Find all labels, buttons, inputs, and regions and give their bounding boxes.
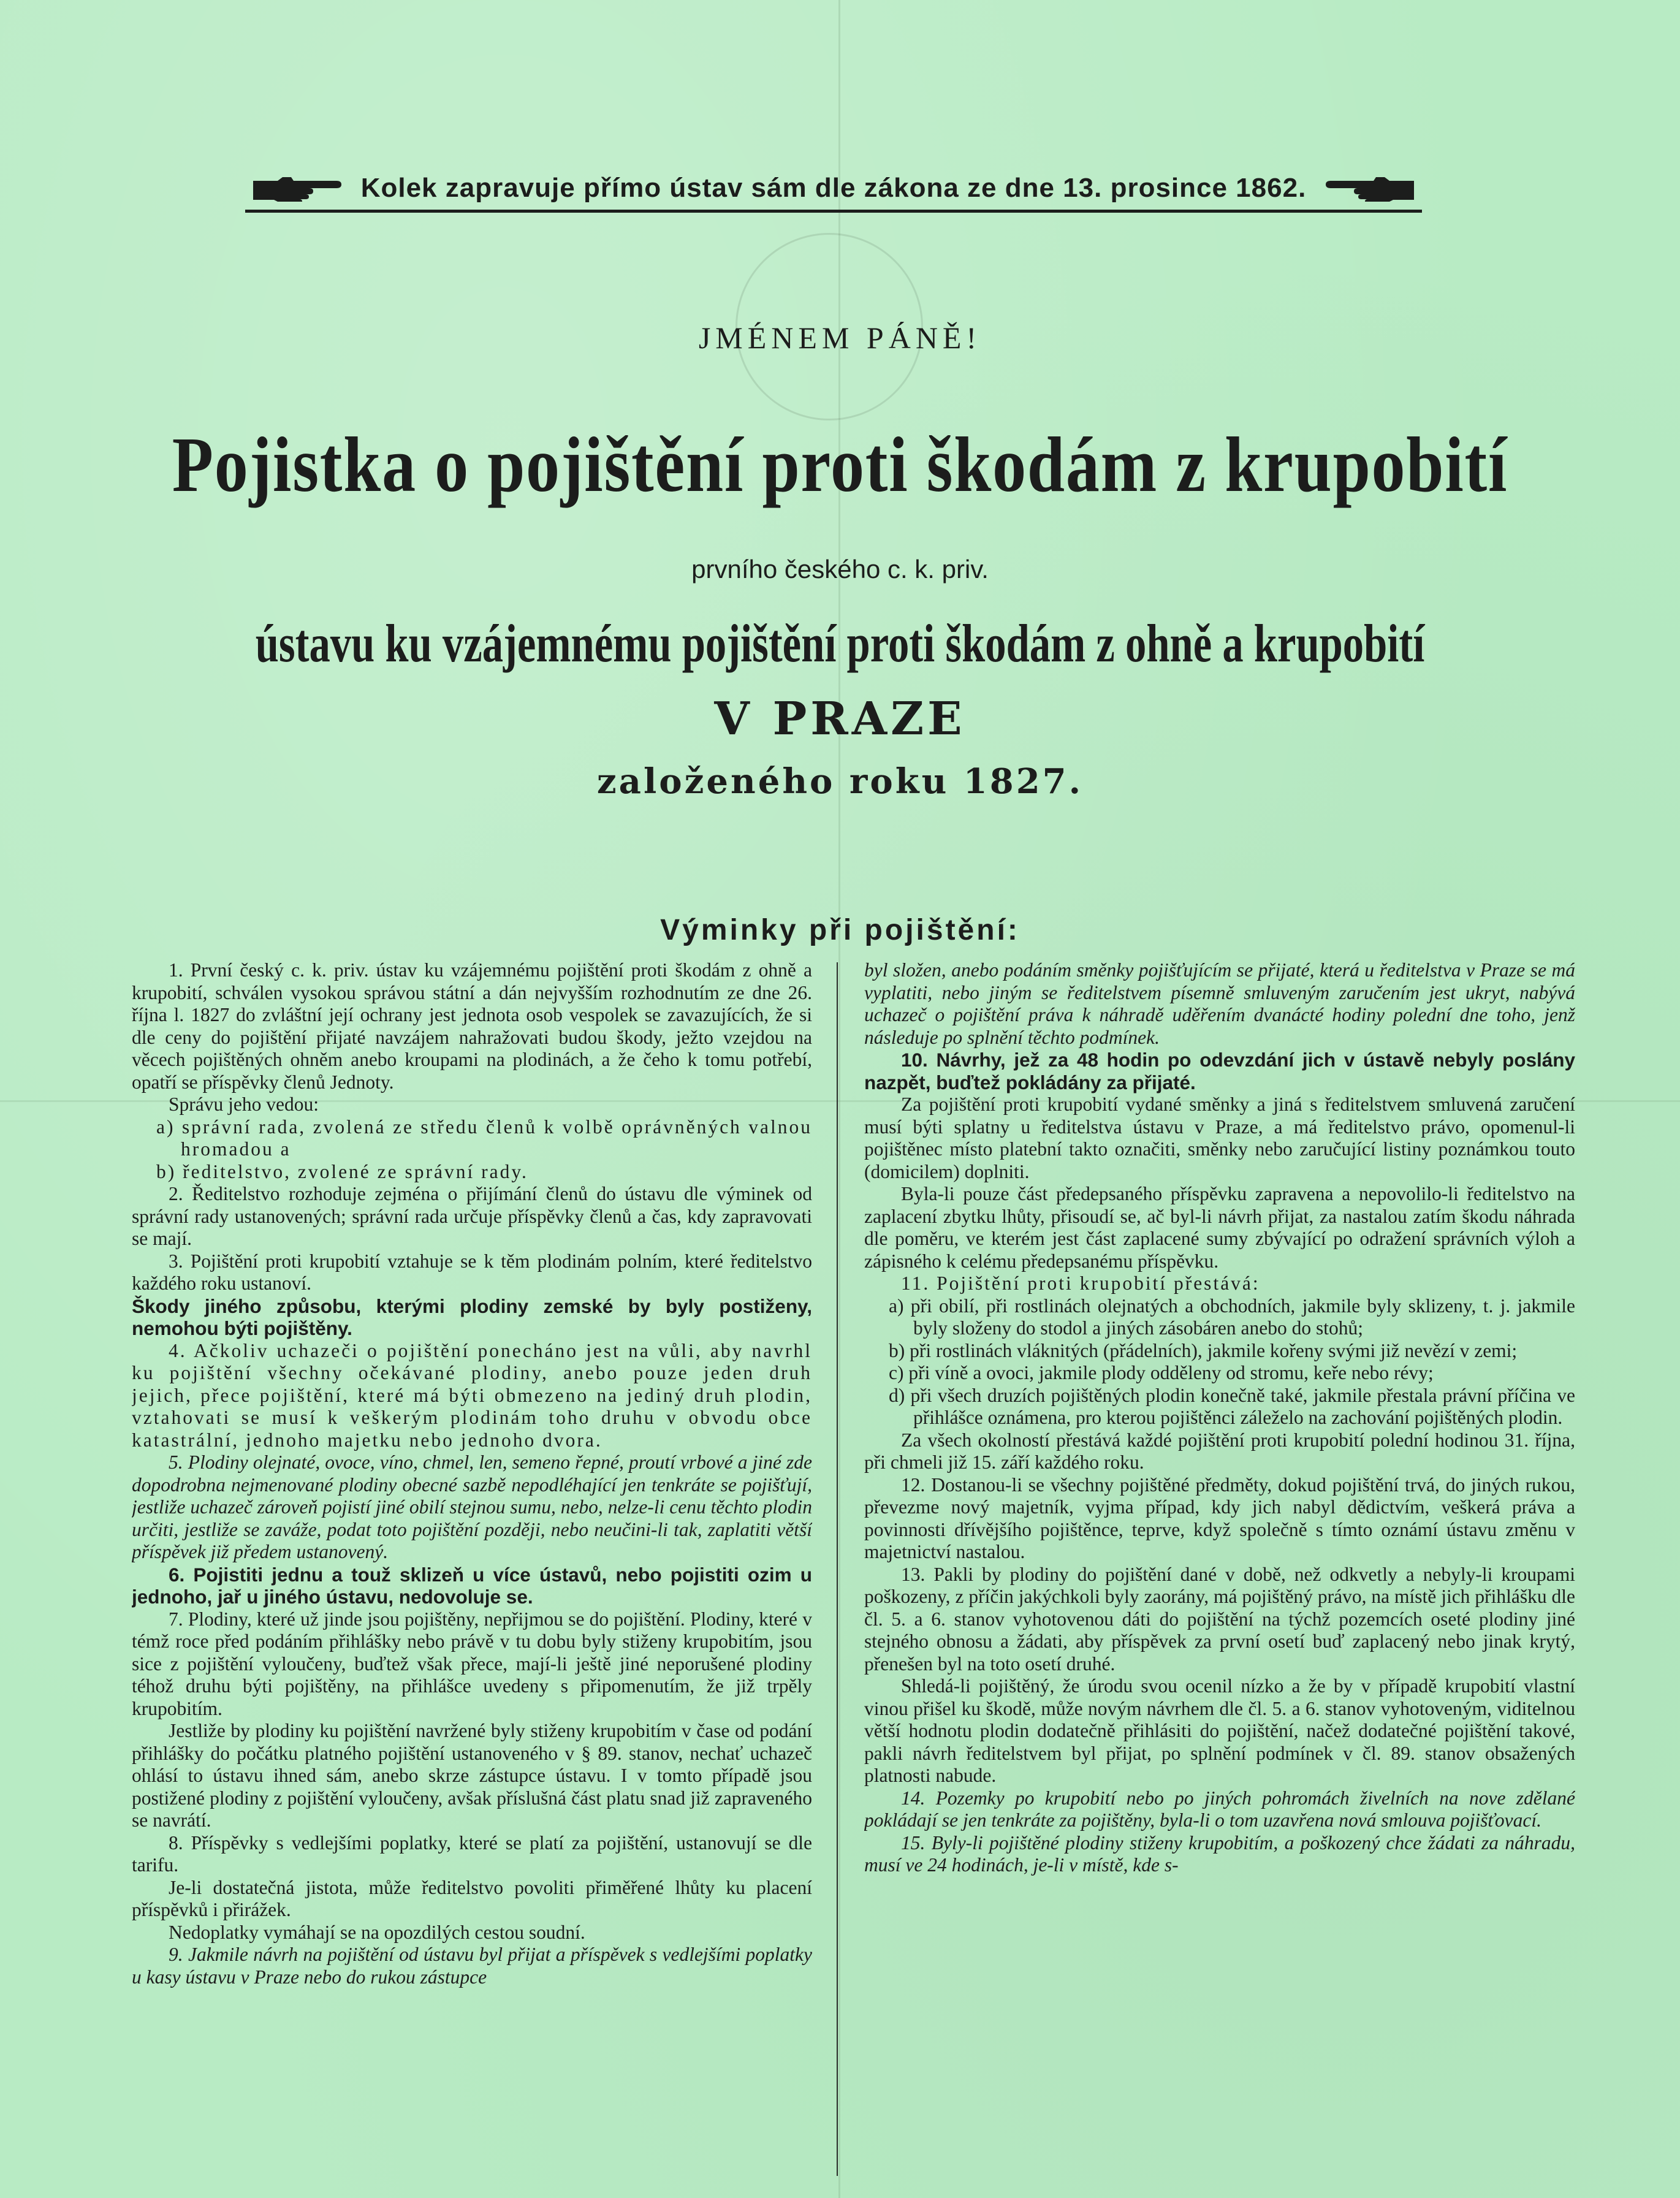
pointing-hand-right-icon — [251, 175, 343, 202]
clause-7-continued: Jestliže by plodiny ku pojištění navržené byly stiženy krupobitím v čase od podání přihlášky do počátku platného pojištění ustanoveného v § 89. stanov, nechať uchazeč ohlásí to ústavu ihned sám, anebo skrze zástupce ústavu. I v tomto případě jsou postižené plodiny z pojištění vyloučeny, avšak příslušná část platu snad již zapraveného se navrátí. — [132, 1720, 812, 1831]
clause-11-b: b) při rostlinách vláknitých (přádelních), jakmile kořeny svými již nevězí v zemi; — [889, 1339, 1518, 1361]
clause-11-a: a) při obilí, při rostlinách olejnatých a obchodních, jakmile byly sklizeny, t. j. jakmile byly složeny do stodol a jiných zásobáren anebo do stohů; — [889, 1295, 1575, 1339]
conditions-left-column — [132, 959, 812, 2179]
clause-11: 11. Pojištění proti krupobití přestává: — [901, 1272, 1260, 1294]
clause-12: 12. Dostanou-li se všechny pojištěné předměty, dokud pojištění trvá, do jiných rukou, převezme nový majetník, vyjma případ, kdy jich nabyl dědictvím, veškerá práva a povinnosti dřívějšího pojištěnce, teprve, když společně s tímto oznámí ústavu změnu v majetnictví nastalou. — [864, 1474, 1575, 1562]
clause-3: 3. Pojištění proti krupobití vztahuje se k těm plodinám polním, které ředitelstvo každého roku ustanoví. — [132, 1250, 812, 1294]
clause-11-end: Za všech okolností přestává každé pojištění proti krupobití polední hodinou 31. října, při chmeli již 15. září každého roku. — [864, 1429, 1575, 1473]
clause-1-a: a) správní rada, zvolená ze středu členů k volbě oprávněných valnou hromadou a — [156, 1116, 812, 1160]
clause-8-arrears: Nedoplatky vymáhají se na opozdilých cestou soudní. — [169, 1921, 585, 1943]
column-divider — [837, 962, 838, 2176]
stamp-notice-text: Kolek zapravuje přímo ústav sám dle zákona ze dne 13. prosince 1862. — [360, 173, 1307, 203]
clause-2: 2. Ředitelstvo rozhoduje zejména o přijímání členů do ústavu dle výminek od správní rady ustanovených; správní rada určuje příspěvky členů a čas, kdy zapravovati se mají. — [132, 1183, 812, 1249]
subtitle-first: prvního českého c. k. priv. — [691, 555, 989, 584]
clause-13: 13. Pakli by plodiny do pojištění dané v době, než odkvetly a nebyly-li kroupami poškozeny, z příčin jakýchkoli byly zaorány, má pojištěný právo, na místě jich přihlášku dle čl. 5. a 6. stanov vyhotovenou dáti do pojištění na týchž pozemcích oseté plodiny jiné stejného obnosu a žádati, aby příspěvek za první osetí buď zaplacený nebo jinak krytý, přenešen byl na toto osetí druhé. — [864, 1563, 1575, 1675]
clause-6: 6. Pojistiti jednu a touž sklizeň u více ústavů, nebo pojistiti ozim u jednoho, jař u jiného ústavu, nedovoluje se. — [132, 1563, 812, 1608]
founded-year: založeného roku 1827. — [596, 761, 1084, 802]
clause-11-d: d) při všech druzích pojištěných plodin konečně také, jakmile přestala právní příčina ve přihlášce oznámena, pro kterou pojištěnci záleželo na zachování pojištěných plodin. — [889, 1384, 1575, 1428]
clause-7: 7. Plodiny, které už jinde jsou pojištěny, nepřijmou se do pojištění. Plodiny, které v témž roce před podáním přihlášky nebo právě v tu dobu byly stiženy krupobitím, jsou sice z pojištění vyloučeny, buďtež však přece, mají-li ještě jiné neporušené plodiny téhož druhu býti pojištěny, na přihlášce uvedeny s připomenutím, že již trpěly krupobitím. — [132, 1608, 812, 1719]
clause-11-c: c) při víně a ovoci, jakmile plody odděleny od stromu, keře nebo révy; — [889, 1362, 1434, 1383]
clause-9-continued: byl složen, anebo podáním směnky pojišťujícím se přijaté, která u ředitelstva v Praze se má vyplatiti, nebo jiným se ředitelstvem písemně smluveným zaručením jest ukryt, nabývá uchazeč o pojištění práva k náhradě uděřením dvanácté hodiny polední dne toho, jenž následuje po splnění těchto podmínek. — [864, 959, 1575, 1048]
clause-15: 15. Byly-li pojištěné plodiny stiženy krupobitím, a poškozený chce žádati za náhradu, musí ve 24 hodinách, je-li v místě, kde s- — [864, 1831, 1575, 1876]
conditions-title: Výminky při pojištění: — [660, 914, 1020, 946]
document-title: Pojistka o pojištění proti škodám z krupobití — [172, 421, 1508, 508]
clause-8: 8. Příspěvky s vedlejšími poplatky, které se platí za pojištění, ustanovují se dle tarifu. — [132, 1831, 812, 1876]
invocation: JMÉNEM PÁNĚ! — [698, 321, 982, 355]
clause-10-partial: Byla-li pouze část předepsaného příspěvku zapravena a nepovolilo-li ředitelstvo na zaplacení zbytku lhůty, přisoudí se, ač byl-li návrh přijat, za nastalou zatím škodu náhrada dle poměru, ve kterém jest část zaplacené sumy zbývající po odražení správních výloh a zápisného k celému předepsanému příspěvku. — [864, 1183, 1575, 1272]
clause-5: 5. Plodiny olejnaté, ovoce, víno, chmel, len, semeno řepné, proutí vrbové a jiné zde dopodrobna nejmenované plodiny obecné sazbě nepodléhající jen tenkráte se pojišťují, jestliže uchazeč zároveň pojistí jiné obilí stejnou sumu, nebo, nelze-li cenu těchto plodin určiti, jestliže se zaváže, podat toto pojištění později, nebo neučini-li tak, zaplatiti větší příspěvek již předem ustanovený. — [132, 1451, 812, 1562]
clause-3-note: Škody jiného způsobu, kterými plodiny zemské by byly postiženy, nemohou býti pojištěny. — [132, 1295, 812, 1339]
clause-1-b: b) ředitelstvo, zvolené ze správní rady. — [156, 1160, 528, 1182]
clause-4: 4. Ačkoliv uchazeči o pojištění ponecháno jest na vůli, aby navrhl ku pojištění všechny očekávané plodiny, anebo pouze jeden druh jejich, přece pojištění, které má býti obmezeno na jediný druh plodin, vztahovati se musí k veškerým plodinám toho druhu v obvodu obce katastrální, jednoho majetku nebo jednoho dvora. — [132, 1339, 812, 1451]
stamp-notice — [245, 167, 1422, 213]
subtitle-institution: ústavu ku vzájemnému pojištění proti škodám z ohně a krupobití — [255, 614, 1425, 674]
clause-9: 9. Jakmile návrh na pojištění od ústavu byl přijat a příspěvek s vedlejšími poplatky u kasy ústavu v Praze nebo do rukou zástupce — [132, 1944, 812, 1988]
clause-14: 14. Pozemky po krupobití nebo po jiných pohromách živelních na nove zdělané pokládají se jen tenkráte za pojištěny, byla-li o tom uzavřena nová smlouva pojišťovací. — [864, 1787, 1575, 1831]
clause-13-continued: Shledá-li pojištěný, že úrodu svou ocenil nízko a že by v případě krupobití vlastní vinou přišel ku škodě, může novým návrhem dle čl. 5. a 6. stanov vyhotoveným, viditelnou větší hodnotu plodin dodatečně přihlásiti do pojištění, načež dodatečné pojištění takové, pakli návrh ředitelstvem byl přijat, po splnění podmínek v čl. 89. stanov obsažených platnosti nabude. — [864, 1675, 1575, 1786]
conditions-right-column — [864, 959, 1575, 2179]
pointing-hand-left-icon — [1325, 175, 1416, 202]
clause-8-terms: Je-li dostatečná jistota, může ředitelstvo povoliti přiměřené lhůty ku placení příspěvků i přirážek. — [132, 1876, 812, 1920]
city: V PRAZE — [714, 693, 966, 745]
clause-10-bills: Za pojištění proti krupobití vydané směnky a jiná s ředitelstvem smluvená zaručení musí býti splatny u ředitelstva ústavu v Praze, a má ředitelstvo právo, opomenul-li pojištěnec místo platební takto označiti, směnky nebo zaručující listiny poznámkou touto (domicilem) doplniti. — [864, 1093, 1575, 1182]
clause-1: 1. První český c. k. priv. ústav ku vzájemnému pojištění proti škodám z ohně a krupobití, schválen vysokou správou státní a dán nejvyšším rozhodnutím ze dne 26. října l. 1827 do zvláštní její ochrany jest jednota osob vespolek se zavazujících, že si dle ceny do pojištění přijaté navzájem nahražovati budou škody, ježto vzejdou na věcech pojištěných ohněm anebo kroupami na plodinách, a že čeho k tomu potřebí, opatří se příspěvky členů Jednoty. — [132, 959, 812, 1093]
clause-1-management: Správu jeho vedou: — [169, 1093, 319, 1115]
clause-10: 10. Návrhy, jež za 48 hodin po odevzdání jich v ústavě nebyly poslány nazpět, buďtež pokládány za přijaté. — [864, 1049, 1575, 1093]
